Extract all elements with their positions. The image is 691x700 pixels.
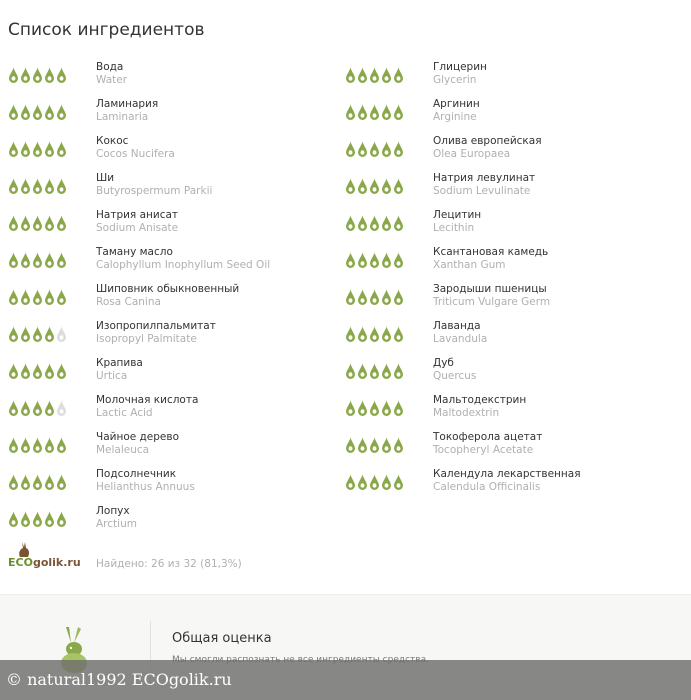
drop-icon <box>56 436 67 454</box>
ingredient-rating <box>8 436 70 454</box>
drop-icon <box>369 399 380 417</box>
ingredient-rating <box>8 251 70 269</box>
ingredient-name-ru[interactable]: Подсолнечник <box>96 468 177 480</box>
drop-icon <box>345 251 356 269</box>
drop-icon <box>44 288 55 306</box>
ingredient-rating <box>345 66 407 84</box>
ingredient-rating <box>8 288 70 306</box>
drop-icon <box>20 362 31 380</box>
ingredient-row[interactable] <box>8 60 338 97</box>
watermark-bar <box>0 660 691 700</box>
drop-icon <box>8 140 19 158</box>
ingredient-rating <box>8 103 70 121</box>
drop-icon <box>56 177 67 195</box>
drop-icon <box>369 436 380 454</box>
drop-icon <box>8 436 19 454</box>
drop-icon <box>44 66 55 84</box>
drop-icon <box>56 251 67 269</box>
drop-icon <box>20 66 31 84</box>
drop-icon <box>32 177 43 195</box>
ingredient-rating <box>345 177 407 195</box>
drop-icon <box>44 214 55 232</box>
ingredient-name-ru[interactable]: Кокос <box>96 135 129 147</box>
drop-icon <box>32 288 43 306</box>
drop-icon <box>32 473 43 491</box>
drop-icon <box>32 251 43 269</box>
drop-icon <box>44 103 55 121</box>
ingredient-name-latin: Xanthan Gum <box>433 259 506 271</box>
ingredient-name-latin: Arctium <box>96 518 137 530</box>
drop-icon <box>357 325 368 343</box>
ingredient-name-ru[interactable]: Изопропилпальмитат <box>96 320 216 332</box>
drop-icon <box>393 399 404 417</box>
drop-icon <box>56 510 67 528</box>
ingredient-name-ru[interactable]: Таману масло <box>96 246 173 258</box>
drop-icon <box>32 66 43 84</box>
ingredient-name-ru[interactable]: Ши <box>96 172 115 184</box>
ingredient-name-latin: Isopropyl Palmitate <box>96 333 197 345</box>
drop-icon <box>393 177 404 195</box>
drop-icon <box>357 251 368 269</box>
drop-icon <box>56 288 67 306</box>
ingredient-column-left <box>8 60 338 541</box>
ingredient-row[interactable] <box>8 134 338 171</box>
drop-icon <box>369 288 380 306</box>
ingredient-row[interactable] <box>8 319 338 356</box>
drop-icon <box>381 66 392 84</box>
ingredient-column-right <box>345 60 675 504</box>
drop-icon <box>32 103 43 121</box>
ingredient-name-ru[interactable]: Зародыши пшеницы <box>433 283 547 295</box>
drop-icon <box>357 436 368 454</box>
drop-icon <box>44 362 55 380</box>
ingredient-name-latin: Rosa Canina <box>96 296 161 308</box>
ingredient-name-ru[interactable]: Чайное дерево <box>96 431 180 443</box>
ingredient-name-ru[interactable]: Аргинин <box>433 98 480 110</box>
drop-icon <box>381 214 392 232</box>
ingredient-row[interactable] <box>8 245 338 282</box>
drop-icon <box>345 325 356 343</box>
watermark-text: © natural1992 ECOgolik.ru <box>6 670 232 689</box>
drop-icon <box>345 103 356 121</box>
ingredient-rating <box>8 66 70 84</box>
drop-icon <box>381 177 392 195</box>
drop-icon <box>20 288 31 306</box>
drop-icon <box>369 66 380 84</box>
found-summary <box>8 542 408 576</box>
ingredient-row[interactable] <box>8 171 338 208</box>
drop-icon <box>44 436 55 454</box>
drop-icon <box>8 510 19 528</box>
drop-icon <box>20 140 31 158</box>
drop-icon <box>56 362 67 380</box>
drop-icon <box>369 103 380 121</box>
drop-icon <box>8 251 19 269</box>
overall-rating-title: Общая оценка <box>172 631 272 646</box>
drop-icon <box>369 473 380 491</box>
ingredient-name-latin: Calophyllum Inophyllum Seed Oil <box>96 259 271 271</box>
drop-icon <box>44 510 55 528</box>
drop-icon <box>393 214 404 232</box>
drop-icon <box>44 140 55 158</box>
drop-icon <box>381 140 392 158</box>
drop-icon <box>20 325 31 343</box>
drop-icon <box>44 325 55 343</box>
drop-icon <box>345 473 356 491</box>
drop-icon <box>369 177 380 195</box>
ingredient-rating <box>345 325 407 343</box>
drop-icon <box>393 103 404 121</box>
ingredient-name-latin: Triticum Vulgare Germ <box>433 296 551 308</box>
drop-icon <box>32 399 43 417</box>
ingredient-rating <box>345 473 407 491</box>
drop-icon <box>381 288 392 306</box>
ingredient-name-latin: Lecithin <box>433 222 475 234</box>
ingredient-row[interactable] <box>8 97 338 134</box>
ingredient-row[interactable] <box>345 467 675 504</box>
drop-icon <box>32 510 43 528</box>
drop-icon <box>393 325 404 343</box>
drop-icon <box>56 214 67 232</box>
drop-icon <box>345 399 356 417</box>
drop-icon <box>20 177 31 195</box>
drop-icon <box>381 362 392 380</box>
drop-icon <box>345 140 356 158</box>
ingredient-name-latin: Laminaria <box>96 111 149 123</box>
drop-icon <box>369 140 380 158</box>
ingredient-rating <box>345 103 407 121</box>
ingredient-row[interactable] <box>8 430 338 467</box>
drop-icon <box>345 436 356 454</box>
ingredient-name-latin: Sodium Levulinate <box>433 185 531 197</box>
drop-icon <box>44 177 55 195</box>
ingredient-row[interactable] <box>8 356 338 393</box>
ingredient-name-ru[interactable]: Шиповник обыкновенный <box>96 283 240 295</box>
drop-icon <box>32 214 43 232</box>
drop-icon <box>393 288 404 306</box>
ingredient-row[interactable] <box>345 245 675 282</box>
drop-icon <box>369 362 380 380</box>
drop-icon <box>357 66 368 84</box>
ingredient-name-latin: Lactic Acid <box>96 407 153 419</box>
drop-icon <box>393 473 404 491</box>
ingredient-rating <box>345 288 407 306</box>
drop-icon <box>393 66 404 84</box>
ingredient-row[interactable] <box>345 282 675 319</box>
ingredient-row[interactable] <box>345 356 675 393</box>
drop-icon <box>8 325 19 343</box>
ecogolik-logo[interactable] <box>8 542 88 576</box>
drop-icon <box>56 66 67 84</box>
drop-icon <box>20 103 31 121</box>
ingredient-rating <box>8 362 70 380</box>
ingredient-row[interactable] <box>8 504 338 541</box>
drop-icon <box>8 66 19 84</box>
drop-icon <box>8 362 19 380</box>
ingredient-name-ru[interactable]: Дуб <box>433 357 454 369</box>
drop-icon <box>32 325 43 343</box>
ingredient-row[interactable] <box>345 319 675 356</box>
ingredient-rating <box>8 399 70 417</box>
drop-icon <box>369 214 380 232</box>
ingredient-rating <box>8 177 70 195</box>
page-title: Список ингредиентов <box>8 20 205 40</box>
drop-icon <box>357 399 368 417</box>
drop-icon <box>56 140 67 158</box>
ingredient-name-ru[interactable]: Лаванда <box>433 320 481 332</box>
ingredient-row[interactable] <box>8 208 338 245</box>
drop-icon <box>357 362 368 380</box>
logo-rest-text: golik.ru <box>32 556 81 569</box>
drop-icon <box>44 251 55 269</box>
ingredient-name-latin: Helianthus Annuus <box>96 481 195 493</box>
drop-icon <box>20 510 31 528</box>
ingredient-row[interactable] <box>8 467 338 504</box>
drop-icon <box>345 362 356 380</box>
ingredient-name-ru[interactable]: Натрия левулинат <box>433 172 536 184</box>
drop-icon <box>20 473 31 491</box>
logo-eco-text: ECO <box>8 556 33 569</box>
ingredient-name-latin: Olea Europaea <box>433 148 511 160</box>
drop-icon <box>32 436 43 454</box>
ingredient-name-ru[interactable]: Мальтодекстрин <box>433 394 527 406</box>
ingredient-name-ru[interactable]: Токоферола ацетат <box>433 431 543 443</box>
drop-icon <box>20 436 31 454</box>
drop-icon <box>345 288 356 306</box>
drop-icon <box>8 399 19 417</box>
ingredient-name-ru[interactable]: Календула лекарственная <box>433 468 581 480</box>
ingredient-row[interactable] <box>345 97 675 134</box>
ingredient-row[interactable] <box>8 393 338 430</box>
ingredient-name-latin: Cocos Nucifera <box>96 148 175 160</box>
drop-icon <box>56 399 67 417</box>
ingredient-name-latin: Tocopheryl Acetate <box>433 444 534 456</box>
drop-icon <box>20 251 31 269</box>
drop-icon <box>357 288 368 306</box>
drop-icon <box>56 473 67 491</box>
drop-icon <box>345 66 356 84</box>
drop-icon <box>44 399 55 417</box>
ingredient-row[interactable] <box>345 60 675 97</box>
ingredient-name-latin: Urtica <box>96 370 128 382</box>
ingredient-name-latin: Arginine <box>433 111 477 123</box>
ingredient-rating <box>345 436 407 454</box>
ingredient-rating <box>8 214 70 232</box>
drop-icon <box>8 214 19 232</box>
drop-icon <box>20 399 31 417</box>
drop-icon <box>357 473 368 491</box>
ingredient-row[interactable] <box>345 134 675 171</box>
ingredient-name-ru[interactable]: Ламинария <box>96 98 159 110</box>
ingredient-name-ru[interactable]: Олива европейская <box>433 135 542 147</box>
drop-icon <box>381 325 392 343</box>
ingredient-rating <box>8 510 70 528</box>
ingredient-name-latin: Melaleuca <box>96 444 150 456</box>
drop-icon <box>357 103 368 121</box>
drop-icon <box>8 473 19 491</box>
drop-icon <box>381 251 392 269</box>
ingredient-name-latin: Quercus <box>433 370 477 382</box>
ingredient-name-ru[interactable]: Ксантановая камедь <box>433 246 549 258</box>
ingredient-row[interactable] <box>345 208 675 245</box>
ingredient-name-latin: Sodium Anisate <box>96 222 179 234</box>
drop-icon <box>32 140 43 158</box>
ingredient-name-latin: Water <box>96 74 128 86</box>
ingredient-rating <box>345 214 407 232</box>
ingredient-row[interactable] <box>8 282 338 319</box>
drop-icon <box>345 214 356 232</box>
drop-icon <box>44 473 55 491</box>
ingredient-name-ru[interactable]: Натрия анисат <box>96 209 179 221</box>
ingredient-name-ru[interactable]: Глицерин <box>433 61 487 73</box>
drop-icon <box>56 325 67 343</box>
ingredient-rating <box>345 140 407 158</box>
drop-icon <box>381 103 392 121</box>
ingredient-name-latin: Lavandula <box>433 333 488 345</box>
ingredient-name-ru[interactable]: Лопух <box>96 505 130 517</box>
ingredient-rating <box>8 473 70 491</box>
ingredient-rating <box>345 362 407 380</box>
drop-icon <box>381 399 392 417</box>
ingredient-rating <box>345 251 407 269</box>
ingredient-name-latin: Calendula Officinalis <box>433 481 541 493</box>
ingredient-row[interactable] <box>345 171 675 208</box>
drop-icon <box>357 214 368 232</box>
ingredient-name-ru[interactable]: Молочная кислота <box>96 394 199 406</box>
ingredient-name-latin: Glycerin <box>433 74 477 86</box>
drop-icon <box>393 140 404 158</box>
drop-icon <box>369 325 380 343</box>
drop-icon <box>8 177 19 195</box>
drop-icon <box>20 214 31 232</box>
drop-icon <box>393 436 404 454</box>
ingredient-rating <box>8 325 70 343</box>
ingredient-row[interactable] <box>345 430 675 467</box>
ingredient-name-latin: Maltodextrin <box>433 407 500 419</box>
drop-icon <box>381 473 392 491</box>
drop-icon <box>381 436 392 454</box>
drop-icon <box>393 362 404 380</box>
drop-icon <box>32 362 43 380</box>
drop-icon <box>8 288 19 306</box>
found-count-text: Найдено: 26 из 32 (81,3%) <box>96 558 242 570</box>
drop-icon <box>56 103 67 121</box>
drop-icon <box>357 140 368 158</box>
drop-icon <box>357 177 368 195</box>
ingredient-name-ru[interactable]: Лецитин <box>433 209 482 221</box>
drop-icon <box>345 177 356 195</box>
ingredient-name-latin: Butyrospermum Parkii <box>96 185 213 197</box>
ingredient-name-ru[interactable]: Вода <box>96 61 124 73</box>
ingredient-rating <box>345 399 407 417</box>
ingredient-row[interactable] <box>345 393 675 430</box>
ingredient-name-ru[interactable]: Крапива <box>96 357 143 369</box>
drop-icon <box>393 251 404 269</box>
drop-icon <box>369 251 380 269</box>
drop-icon <box>8 103 19 121</box>
ingredient-rating <box>8 140 70 158</box>
